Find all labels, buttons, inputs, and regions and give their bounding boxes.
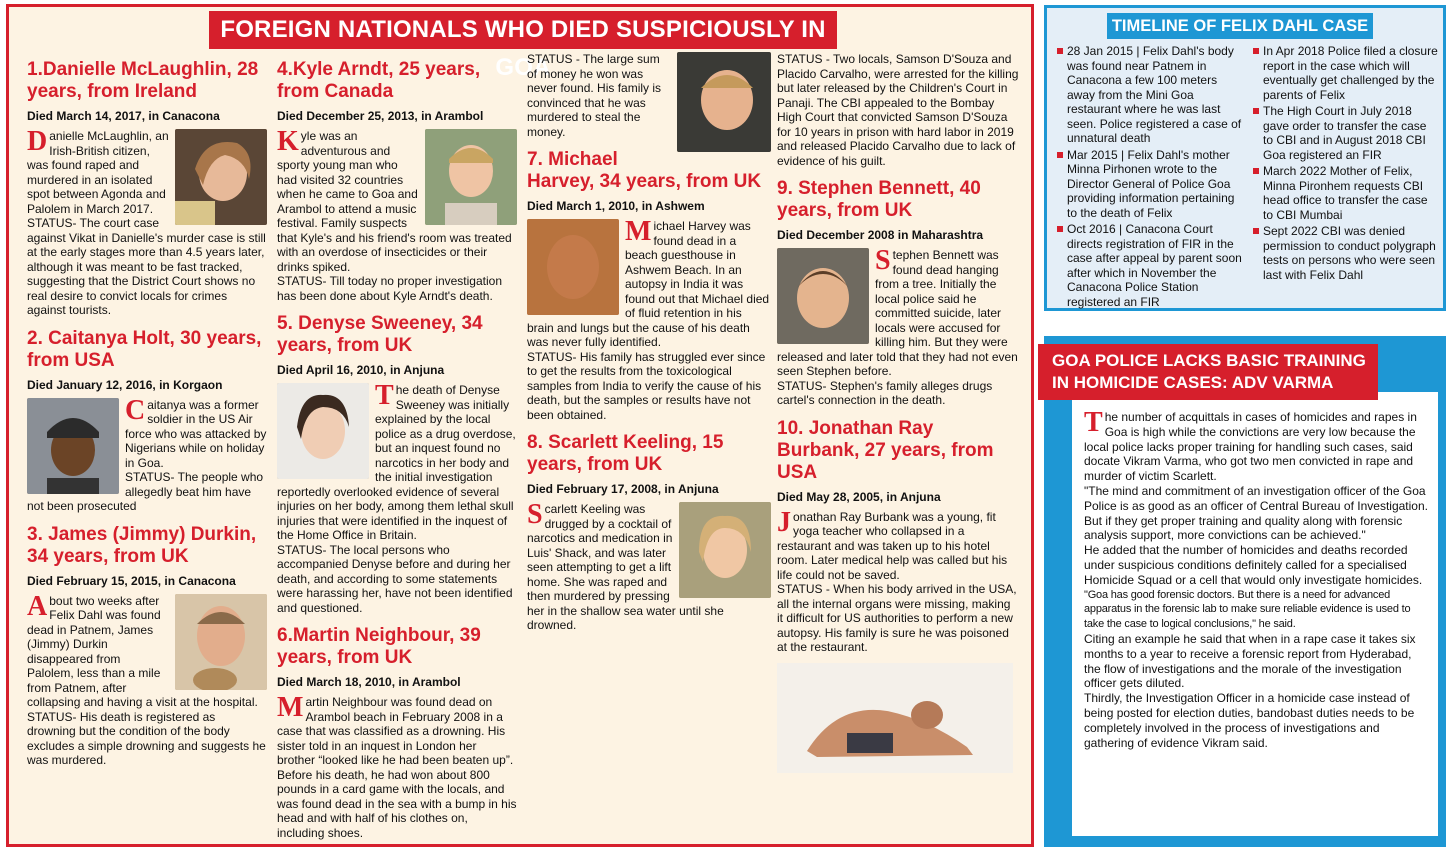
timeline-item: The High Court in July 2018 gave order to transfer the case to CBI and in August 2018 CBI Goa registered an FIR (1251, 104, 1439, 162)
timeline-item: 28 Jan 2015 | Felix Dahl's body was found near Patnem in Canacona a few 100 meters away from the Mini Goa restaurant where he was last seen. Police registered a case of unnatural death (1055, 44, 1243, 146)
case-scarlett-cont (777, 52, 1019, 168)
case-name: 10. Jonathan Ray Burbank, 27 years, from USA (777, 417, 994, 483)
case-body: he death of Denyse Sweeney was initially explained by the local police as a drug overdose, but an inquest found no narcotics in her body and the initial investigation reportedly overlooked evidence of several injuries on her body, among them lethal skull injuries that were identified in the inquest of the Home Office in Britain. (277, 383, 516, 542)
timeline-title: TIMELINE OF FELIX DAHL CASE (1107, 13, 1373, 39)
timeline-item: In Apr 2018 Police filed a closure report in the case which will eventually get challenged by the parents of Felix (1251, 44, 1439, 102)
case-body: anielle McLaughlin, an Irish-British citizen, was found raped and murdered in an isolated spot between Agonda and Palolem in March 2017. (27, 129, 169, 216)
case-died: Died February 17, 2008, in Anjuna (527, 482, 719, 496)
case-name: 4.Kyle Arndt, 25 years, from Canada (277, 59, 481, 102)
case-status: STATUS- The court case against Vikat in Danielle's murder case is still at the early stages more than 4.5 years later, although it was meant to be fast tracked, suggesting that the District Court shows no real desire to convict locals for crimes against tourists. (27, 216, 266, 317)
case-died: Died January 12, 2016, in Korgaon (27, 377, 223, 392)
police-paragraph: Citing an example he said that when in a rape case it takes six months to a year to receive a forensic report from Hyderabad, the flow of investigations and the morale of the investigation officer gets diluted. (1084, 631, 1416, 691)
case-status: STATUS- The people who allegedly beat him have not been prosecuted (27, 470, 264, 513)
drop-cap: S (875, 245, 891, 276)
case-name: 9. Stephen Bennett, 40 years, from UK (777, 178, 981, 221)
case-body: tephen Bennett was found dead hanging from a tree. Initially the local police said he committed suicide, later locals were accused for killing him. But they were released and later told that they had not even seen Stephen before. (777, 248, 1018, 378)
case-died: Died March 1, 2010, in Ashwem (527, 199, 705, 213)
case-stephen (777, 178, 1019, 408)
case-james (27, 524, 267, 768)
drop-cap: M (277, 692, 304, 723)
portrait-scarlett (679, 502, 771, 598)
case-died: Died May 28, 2005, in Anjuna (777, 489, 941, 504)
page-title: FOREIGN NATIONALS WHO DIED SUSPICIOUSLY IN GOA (209, 11, 837, 49)
timeline-item: March 2022 Mother of Felix, Minna Pironhem requests CBI head office to transfer the case to CBI Mumbai (1251, 164, 1439, 222)
case-danielle (27, 59, 267, 318)
police-title: GOA POLICE LACKS BASIC TRAINING IN HOMICIDE CASES: ADV VARMA (1038, 344, 1378, 400)
portrait-michael (527, 219, 619, 315)
photo-yoga-pose (777, 663, 1013, 773)
timeline-box (1044, 5, 1446, 311)
drop-cap: D (27, 126, 48, 157)
case-name: 2. Caitanya Holt, 30 years, from USA (27, 327, 262, 371)
portrait-caitanya (27, 398, 119, 494)
police-paragraph: He added that the number of homicides and deaths recorded under suspicious conditions definitely called for a specialised Homicide Squad or a cell that would only investigate homicides. (1084, 543, 1423, 587)
police-paragraph: Thirdly, the Investigation Officer in a homicide case instead of being posted for election duties, bandobast duties needs to be completely involved in the process of investigations and gathering of evidence Vikram said. (1084, 691, 1415, 750)
police-paragraph: "Goa has good forensic doctors. But there is a need for advanced apparatus in the forensic lab to make sure reliable evidence is used to take the case to logical conclusions," he said. (1084, 588, 1411, 631)
police-paragraph: "The mind and commitment of an investigation officer of the Goa Police is as good as an officer of Central Bureau of Investigation. But if they get proper training and quality along with forensic analysis support, more convictions can be achieved." (1084, 483, 1428, 543)
case-michael (527, 149, 771, 422)
timeline-column-right (1251, 44, 1439, 284)
case-died: Died March 14, 2017, in Canacona (27, 109, 220, 123)
case-died: Died February 15, 2015, in Canacona (27, 573, 236, 588)
timeline-item: Sept 2022 CBI was denied permission to conduct polygraph tests on persons who were seen last with Felix Dahl (1251, 224, 1439, 282)
case-denyse (277, 313, 517, 615)
case-name: 8. Scarlett Keeling, 15 years, from UK (527, 432, 724, 475)
case-status: STATUS- Stephen's family alleges drugs cartel's connection in the death. (777, 378, 993, 407)
case-status: STATUS - The large sum of money he won was never found. His family is convinced that he was murdered to steal the money. (527, 52, 662, 139)
case-kyle (277, 59, 517, 303)
case-died: Died March 18, 2010, in Arambol (277, 675, 461, 689)
case-status: STATUS- His family has struggled ever since to get the results from the toxicological samples from India to verify the cause of his death, but the samples or results have not been obtained. (527, 349, 766, 422)
portrait-denyse (277, 383, 369, 479)
case-body: ichael Harvey was found dead in a beach guesthouse in Ashwem Beach. In an autopsy in India it was found out that Michael died of fluid retention in his brain and lungs but the cause of his death was never fully identified. (527, 219, 770, 349)
drop-cap: S (527, 499, 543, 530)
case-status: STATUS- Till today no proper investigation has been done about Kyle Arndt's death. (277, 274, 502, 303)
case-body: aitanya was a former soldier in the US Air force who was attacked by Nigerians while on holiday in Goa. (125, 397, 267, 470)
case-name: 7. Michael Harvey, 34 years, from UK (527, 149, 762, 192)
drop-cap: J (777, 506, 791, 538)
police-article-text (1084, 407, 1430, 750)
case-martin (277, 625, 517, 840)
column-3 (527, 52, 771, 847)
column-2 (277, 57, 517, 847)
portrait-stephen (777, 248, 869, 344)
drop-cap: K (277, 126, 299, 157)
case-status: STATUS- His death is registered as drowning but the condition of the body excludes a simple drowning and suggests he was murdered. (27, 709, 266, 767)
case-jonathan (777, 418, 1019, 773)
drop-cap: A (27, 590, 48, 622)
case-body: bout two weeks after Felix Dahl was found dead in Patnem, James (Jimmy) Durkin disappeared from Palolem, less than a mile from Patnem, after collapsing and having a visit at the hospital. (27, 593, 258, 709)
main-article (6, 4, 1034, 847)
case-body: carlett Keeling was drugged by a cocktail of narcotics and medication in Luis' Shack, and was later seen attempting to get a lift home. She was raped and then murdered by pressing her in the shallow sea water until she drowned. (527, 502, 724, 632)
portrait-kyle (425, 129, 517, 225)
timeline-item: Oct 2016 | Canacona Court directs registration of FIR in the case after appeal by parent soon after which in November the Canacona Police Station registered an FIR (1055, 222, 1243, 309)
case-status: STATUS - When his body arrived in the USA, all the internal organs were missing, making it difficult for US authorities to perform a new autopsy. His family is sure he was poisoned at the restaurant. (777, 582, 1017, 654)
case-caitanya (27, 328, 267, 514)
portrait-martin (677, 52, 771, 152)
case-status: STATUS- The local persons who accompanied Denyse before and during her death, and according to some statements were harassing her, have not been identified and questioned. (277, 542, 513, 615)
case-status: STATUS - Two locals, Samson D'Souza and Placido Carvalho, were arrested for the killing but later released by the Children's Court in Panaji. The CBI appealed to the Bombay High Court that convicted Samson D'Souza for 10 years in prison with hard labor in 2019 and released Placido Carvalho due to lack of evidence of his guilt. (777, 52, 1019, 168)
drop-cap: T (375, 380, 394, 411)
case-died: Died April 16, 2010, in Anjuna (277, 363, 445, 377)
drop-cap: T (1084, 407, 1103, 438)
case-died: Died December 25, 2013, in Arambol (277, 109, 484, 123)
case-body: onathan Ray Burbank was a young, fit yoga teacher who collapsed in a restaurant and was taken up to his hotel room. Later medical help was called but his life could not be saved. (777, 509, 1008, 582)
case-died: Died December 2008 in Maharashtra (777, 228, 984, 242)
drop-cap: C (125, 394, 146, 426)
column-1 (27, 57, 267, 847)
drop-cap: M (625, 216, 652, 247)
column-4 (777, 52, 1019, 847)
case-body: artin Neighbour was found dead on Arambol beach in February 2008 in a case that was classified as a drowning. His sister told in an inquest in London her brother “looked like he had been beaten up”. Before his death, he had won about 800 pounds in a card game with the locals, and was found dead in the sea with a bump in his head and with half of his clothes on, including shoes. (277, 695, 517, 840)
case-martin-cont (527, 52, 771, 139)
case-name: 6.Martin Neighbour, 39 years, from UK (277, 625, 481, 668)
case-name: 3. James (Jimmy) Durkin, 34 years, from UK (27, 523, 257, 567)
police-paragraph: he number of acquittals in cases of homicides and rapes in Goa is high while the convictions are very low because the local police lacks proper training for handling such cases, said docate Vikram Varma, who got two men convicted in rape and murder of victim Scarlett. (1084, 410, 1417, 484)
portrait-danielle (175, 129, 267, 225)
police-training-box (1044, 336, 1446, 847)
case-name: 5. Denyse Sweeney, 34 years, from UK (277, 313, 483, 356)
timeline-column-left (1055, 44, 1243, 311)
timeline-item: Mar 2015 | Felix Dahl's mother Minna Pirhonen wrote to the Director General of Police Goa providing information pertaining to the death of Felix (1055, 148, 1243, 221)
police-article (1072, 392, 1438, 836)
portrait-james (175, 594, 267, 690)
case-name: 1.Danielle McLaughlin, 28 years, from Ireland (27, 59, 259, 102)
case-scarlett (527, 432, 771, 633)
case-body: yle was an adventurous and sporty young man who had visited 32 countries when he came to Goa and Arambol to attend a music festival. Family suspects that Kyle's and his friend's room was treated with an overdose of insecticides or their drinks spiked. (277, 129, 512, 274)
